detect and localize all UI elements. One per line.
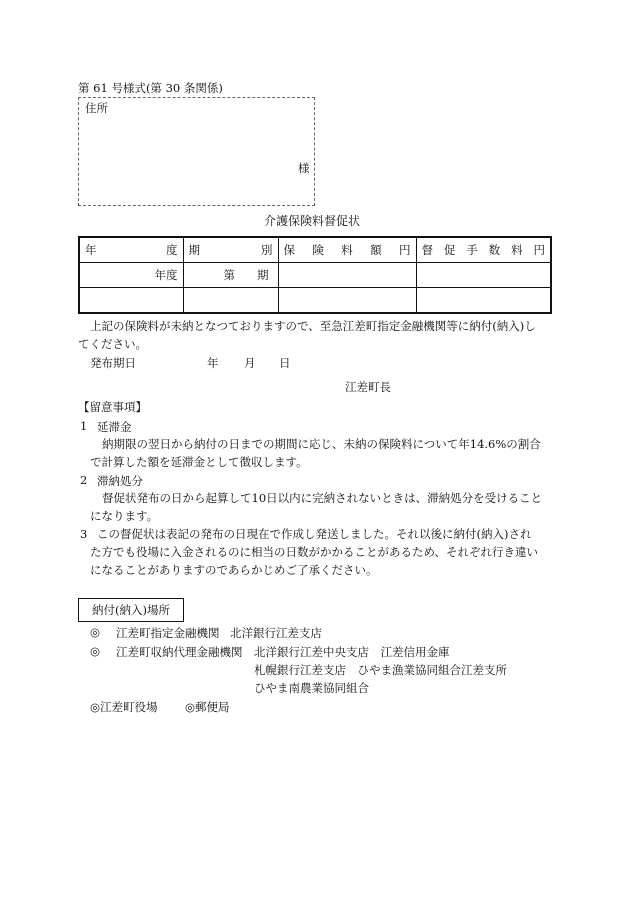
designated-bank-name: 北洋銀行江差支店	[230, 626, 322, 640]
table-row	[79, 263, 551, 288]
fiscal-year-cell: 年度	[79, 263, 183, 288]
note-number: 3	[80, 527, 88, 541]
address-label: 住所	[85, 101, 108, 115]
agent-bank-line: 札幌銀行江差支店 ひやま漁業協同組合江差支所	[254, 663, 507, 677]
issuer-name: 江差町長	[345, 380, 391, 394]
agent-bank-line: ひやま南農業協同組合	[254, 681, 369, 695]
premium-amount-cell	[278, 263, 416, 288]
premium-amount-cell	[278, 288, 416, 314]
reminder-fee-cell	[416, 263, 551, 288]
header-fiscal-year: 年 度	[79, 237, 183, 263]
address-box	[78, 97, 315, 206]
reminder-fee-cell	[416, 288, 551, 314]
town-office-label: ◎江差町役場	[90, 700, 158, 714]
note-title: 延滞金	[97, 420, 132, 434]
issue-date-month: 月	[244, 356, 256, 370]
fee-table	[78, 236, 552, 314]
bullet-mark: ◎	[90, 625, 101, 639]
payment-heading-box	[78, 598, 184, 622]
notes-heading: 【留意事項】	[78, 400, 147, 414]
header-reminder-fee: 督 促 手 数 料 円	[416, 237, 551, 263]
issue-date-year: 年	[207, 356, 219, 370]
payment-heading: 納付(納入)場所	[92, 603, 170, 617]
header-period: 期 別	[183, 237, 278, 263]
intro-line-2: てください。	[78, 337, 147, 351]
note-text-line: 督促状発布の日から起算して10日以内に完納されないときは、滞納処分を受けること	[102, 491, 543, 505]
table-row	[79, 288, 551, 314]
bullet-mark: ◎	[90, 644, 101, 658]
header-premium-amount: 保 険 料 額 円	[278, 237, 416, 263]
intro-line-1: 上記の保険料が未納となつておりますので、至急江差町指定金融機関等に納付(納入)し	[90, 319, 536, 333]
issue-date-label: 発布期日	[90, 356, 136, 370]
period-cell	[183, 288, 278, 314]
note-text-line: になることがありますのであらかじめご了承ください。	[90, 563, 378, 577]
note-text-line: た方でも役場に入金されるのに相当の日数がかかることがあるため、それぞれ行き違い	[90, 545, 539, 559]
note-text-line: 納期限の翌日から納付の日までの期間に応じ、未納の保険料について年14.6%の割合	[102, 437, 541, 451]
honorific-label: 様	[298, 161, 310, 175]
designated-bank-label: 江差町指定金融機関	[116, 626, 220, 640]
post-office-label: ◎郵便局	[185, 700, 230, 714]
note-text-line: この督促状は表記の発布の日現在で作成し発送しました。それ以後に納付(納入)され	[97, 527, 532, 541]
note-number: 1	[80, 419, 88, 433]
period-cell: 第 期	[183, 263, 278, 288]
note-title: 滞納処分	[97, 474, 143, 488]
agent-bank-line: 北洋銀行江差中央支店 江差信用金庫	[254, 645, 450, 659]
note-text-line: で計算した額を延滞金として徴収します。	[90, 455, 308, 469]
issue-date-day: 日	[279, 356, 291, 370]
table-header-row	[79, 237, 551, 263]
form-number: 第 61 号様式(第 30 条関係)	[78, 81, 223, 95]
agent-bank-label: 江差町収納代理金融機関	[116, 645, 243, 659]
note-number: 2	[80, 473, 88, 487]
note-text-line: になります。	[90, 509, 159, 523]
fiscal-year-cell	[79, 288, 183, 314]
document-title: 介護保険料督促状	[264, 214, 361, 228]
